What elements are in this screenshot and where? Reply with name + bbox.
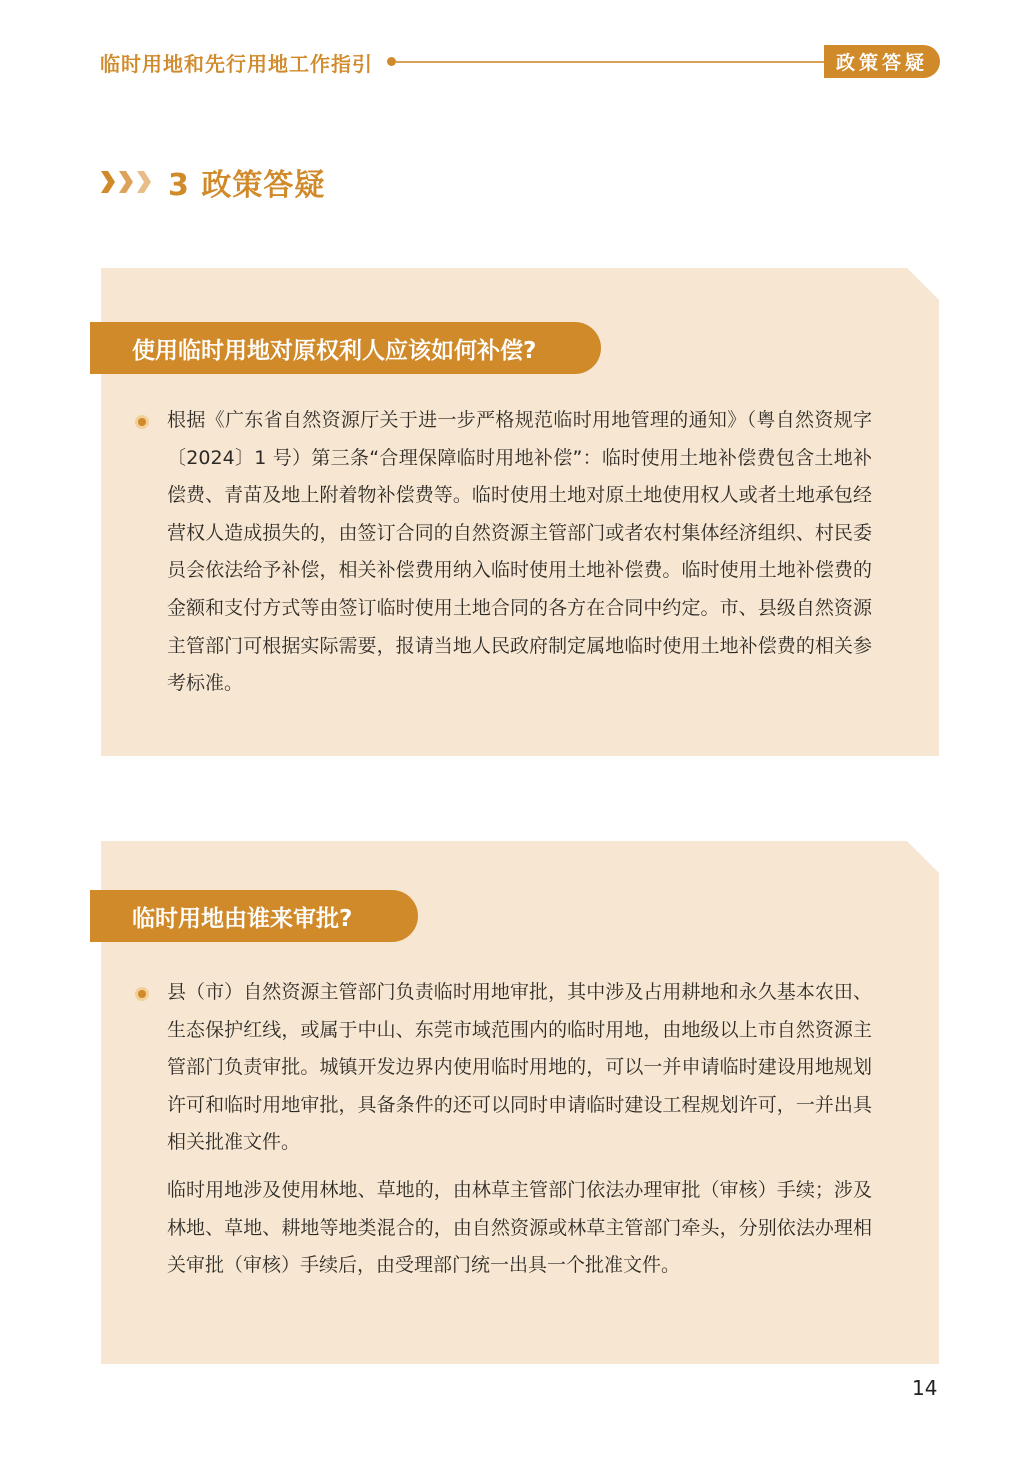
header-divider (396, 61, 826, 63)
section-heading (100, 160, 325, 204)
bullet-dot-icon (135, 987, 149, 1001)
header-title: 临时用地和先行用地工作指引 (100, 52, 373, 76)
header-dot-icon (387, 57, 396, 66)
question-pill-approval: 临时用地由谁来审批? (90, 890, 418, 942)
answer-paragraph: 根据《广东省自然资源厅关于进一步严格规范临时用地管理的通知》（粤自然资规字〔2024〕1 号）第三条“合理保障临时用地补偿”：临时使用土地补偿费包含土地补偿费、青苗及地上附着物补偿费等。临时使用土地对原土地使用权人或者土地承包经营权人造成损失的，由签订合同的自然资源主管部门或者农村集体经济组织、村民委员会依法给予补偿，相关补偿费用纳入临时使用土地补偿费。临时使用土地补偿费的金额和支付方式等由签订临时使用土地合同的各方在合同中约定。市、县级自然资源主管部门可根据实际需要，报请当地人民政府制定属地临时使用土地补偿费的相关参考标准。 (167, 409, 872, 695)
answer-paragraph: 临时用地涉及使用林地、草地的，由林草主管部门依法办理审批（审核）手续；涉及林地、草地、耕地等地类混合的，由自然资源或林草主管部门牵头，分别依法办理相关审批（审核）手续后，由受理部门统一出具一个批准文件。 (167, 1179, 872, 1277)
page-number: 14 (912, 1376, 938, 1400)
answer-paragraph: 县（市）自然资源主管部门负责临时用地审批，其中涉及占用耕地和永久基本农田、生态保护红线，或属于中山、东莞市域范围内的临时用地，由地级以上市自然资源主管部门负责审批。城镇开发边界内使用临时用地的，可以一并申请临时建设用地规划许可和临时用地审批，具备条件的还可以同时申请临时建设工程规划许可，一并出具相关批准文件。 (167, 981, 872, 1154)
question-pill-compensation: 使用临时用地对原权利人应该如何补偿? (90, 322, 601, 374)
header-section-tag: 政策答疑 (824, 45, 940, 78)
triple-chevron-icon (100, 170, 154, 194)
section-title: 3 政策答疑 (168, 168, 326, 203)
bullet-dot-icon (135, 415, 149, 429)
